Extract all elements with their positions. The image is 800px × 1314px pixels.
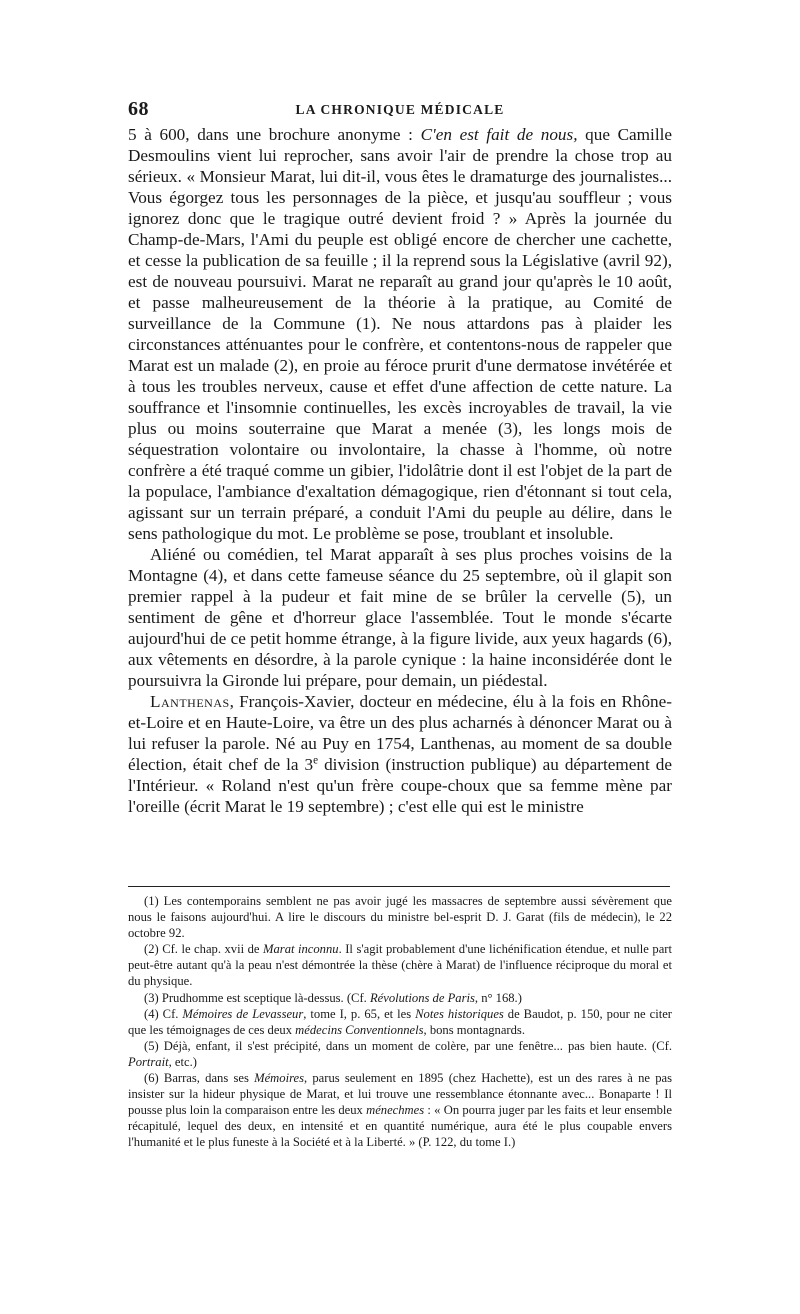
- superscript: e: [313, 754, 319, 767]
- italic-title: Mémoires de Levasseur: [182, 1006, 304, 1021]
- text-run: , bons montagnards.: [423, 1022, 525, 1037]
- text-run: (2) Cf. le chap. xvii de: [144, 942, 263, 957]
- text-run: (6) Barras, dans ses: [144, 1071, 255, 1086]
- text-run: (3) Prudhomme est sceptique là-dessus. (Cf.: [144, 990, 370, 1005]
- text-run: . Il s'agit probablement d'une lichénification étendue, et nulle part peut-être autant qu'à la peau n'est démontrée la thèse (chère à Marat) de l'influence réciproque du moral et du physique.: [128, 942, 672, 989]
- italic-title: C'en est fait de nous,: [420, 125, 578, 144]
- paragraph-2: Aliéné ou comédien, tel Marat apparaît à ses plus proches voisins de la Montagne (4), et dans cette fameuse séance du 25 septembre, où il glapit son premier rappel à la pudeur et fait mine de se brûler la cervelle (5), un sentiment de gêne et d'horreur glace l'assemblée. Tout le monde s'écarte aujourd'hui de ce petit homme étrange, à la figure livide, aux yeux hagards (6), aux vêtements en désordre, à la parole cynique : la haine inconsidérée dont le poursuivra la Gironde lui prépare, pour demain, un piédestal.: [128, 545, 672, 690]
- text-run: (4) Cf.: [144, 1006, 183, 1021]
- text-run: , parus seulement en 1895 (chez Hachette), est un des rares à ne pas insister sur la hideur physique de Marat, et lui trouve une ressemblance étonnante avec... Bonaparte ! Il pousse plus loin la comparaison entre les deux: [128, 1071, 672, 1118]
- footnote-5: [128, 1038, 672, 1070]
- text-run: , n° 168.): [474, 990, 522, 1005]
- italic-title: Portrait: [128, 1054, 169, 1069]
- footnote-3: [128, 990, 672, 1006]
- italic-title: Notes historiques: [415, 1006, 504, 1021]
- footnote-2: [128, 941, 672, 989]
- footnote-6: [128, 1070, 672, 1150]
- italic-title: Révolutions de Paris: [369, 990, 475, 1005]
- text-run: , etc.): [168, 1054, 197, 1069]
- running-head: LA CHRONIQUE MÉDICALE: [295, 102, 505, 117]
- italic-title: Marat inconnu: [263, 942, 339, 957]
- footnotes: [128, 893, 672, 1151]
- footnote-4: [128, 1006, 672, 1038]
- text-run: , tome I, p. 65, et les: [303, 1006, 416, 1021]
- footnote-1: (1) Les contemporains semblent ne pas avoir jugé les massacres de septembre aussi sévèrement que nous le faisons aujourd'hui. A lire le discours du ministre bel-esprit D. J. Garat (fils de médecin), le 22 octobre 92.: [128, 894, 672, 941]
- italic-title: ménechmes: [366, 1103, 425, 1118]
- paragraph-3: [128, 691, 672, 817]
- text-run: que Camille Desmoulins vient lui reprocher, sans avoir l'air de prendre la chose trop au sérieux. « Monsieur Marat, lui dit-il, vous êtes le dramaturge des journalistes... Vous égorgez tous les personnages de la pièce, et jusqu'au souffleur ; vous ignorez donc que le tragique outré devient froid ? » Après la journée du Champ-de-Mars, l'Ami du peuple est obligé encore de chercher une cachette, et cesse la publication de sa feuille ; il la reprend sous la Législative (avril 92), est de nouveau poursuivi. Marat ne reparaît au grand jour qu'après le 10 août, et passe malheureusement de la théorie à la pratique, au Comité de surveillance de la Commune (1). Ne nous attardons pas à plaider les circonstances atténuantes pour le confrère, et contentons-nous de rappeler que Marat est un malade (2), en proie au féroce prurit d'une dermatose invétérée et à tous les troubles nerveux, cause et effet d'une affection de cette nature. La souffrance et l'insomnie continuelles, les excès incroyables de travail, la vie plus ou moins souterraine que Marat a menée (3), les longs mois de séquestration volontaire ou involontaire, la chasse à l'homme, où notre confrère a été traqué comme un gibier, l'idolâtrie dont il est l'objet de la part de la populace, l'ambiance d'exaltation démagogique, rien d'étonnant si tout cela, agissant sur un terrain préparé, a conduit l'Ami du peuple au délire, dans le sens pathologique du mot. Le problème se pose, troublant et insoluble.: [128, 125, 673, 543]
- text-run: division (instruction publique) au département de l'Intérieur. « Roland n'est qu'un frère coupe-choux que sa femme mène par l'oreille (écrit Marat le 19 septembre) ; c'est elle qui est le ministre: [128, 755, 672, 816]
- italic-title: Mémoires: [254, 1071, 304, 1086]
- page-number: 68: [128, 98, 149, 120]
- text-run: (5) Déjà, enfant, il s'est précipité, dans un moment de colère, par une fenêtre... pas bien haute. (Cf.: [144, 1038, 672, 1053]
- text-run: : « On pourra juger par les faits et leur ensemble récapitulé, lequel des deux, en intensité et en quantité numérique, aura été le plus coupable envers l'humanité et le plus funeste à la Société et à la Liberté. » (P. 122, du tome I.): [128, 1103, 672, 1150]
- main-text: [128, 124, 672, 817]
- italic-title: médecins Conventionnels: [295, 1022, 424, 1037]
- text-run: , François-Xavier, docteur en médecine, élu à la fois en Rhône-et-Loire et en Haute-Loire, va être un des plus acharnés à dénoncer Marat ou à lui refuser la parole. Né au Puy en 1754, Lanthenas, au moment de sa double élection, était chef de la 3: [128, 692, 672, 774]
- text-run: de Baudot, p. 150, pour ne citer que les témoignages de ces deux: [128, 1006, 672, 1037]
- footnote-rule: [128, 886, 670, 887]
- text-run: 5 à 600, dans une brochure anonyme :: [128, 125, 421, 144]
- person-name: Lanthenas: [150, 692, 230, 711]
- page-header: [128, 98, 672, 122]
- paragraph-1: [128, 124, 672, 544]
